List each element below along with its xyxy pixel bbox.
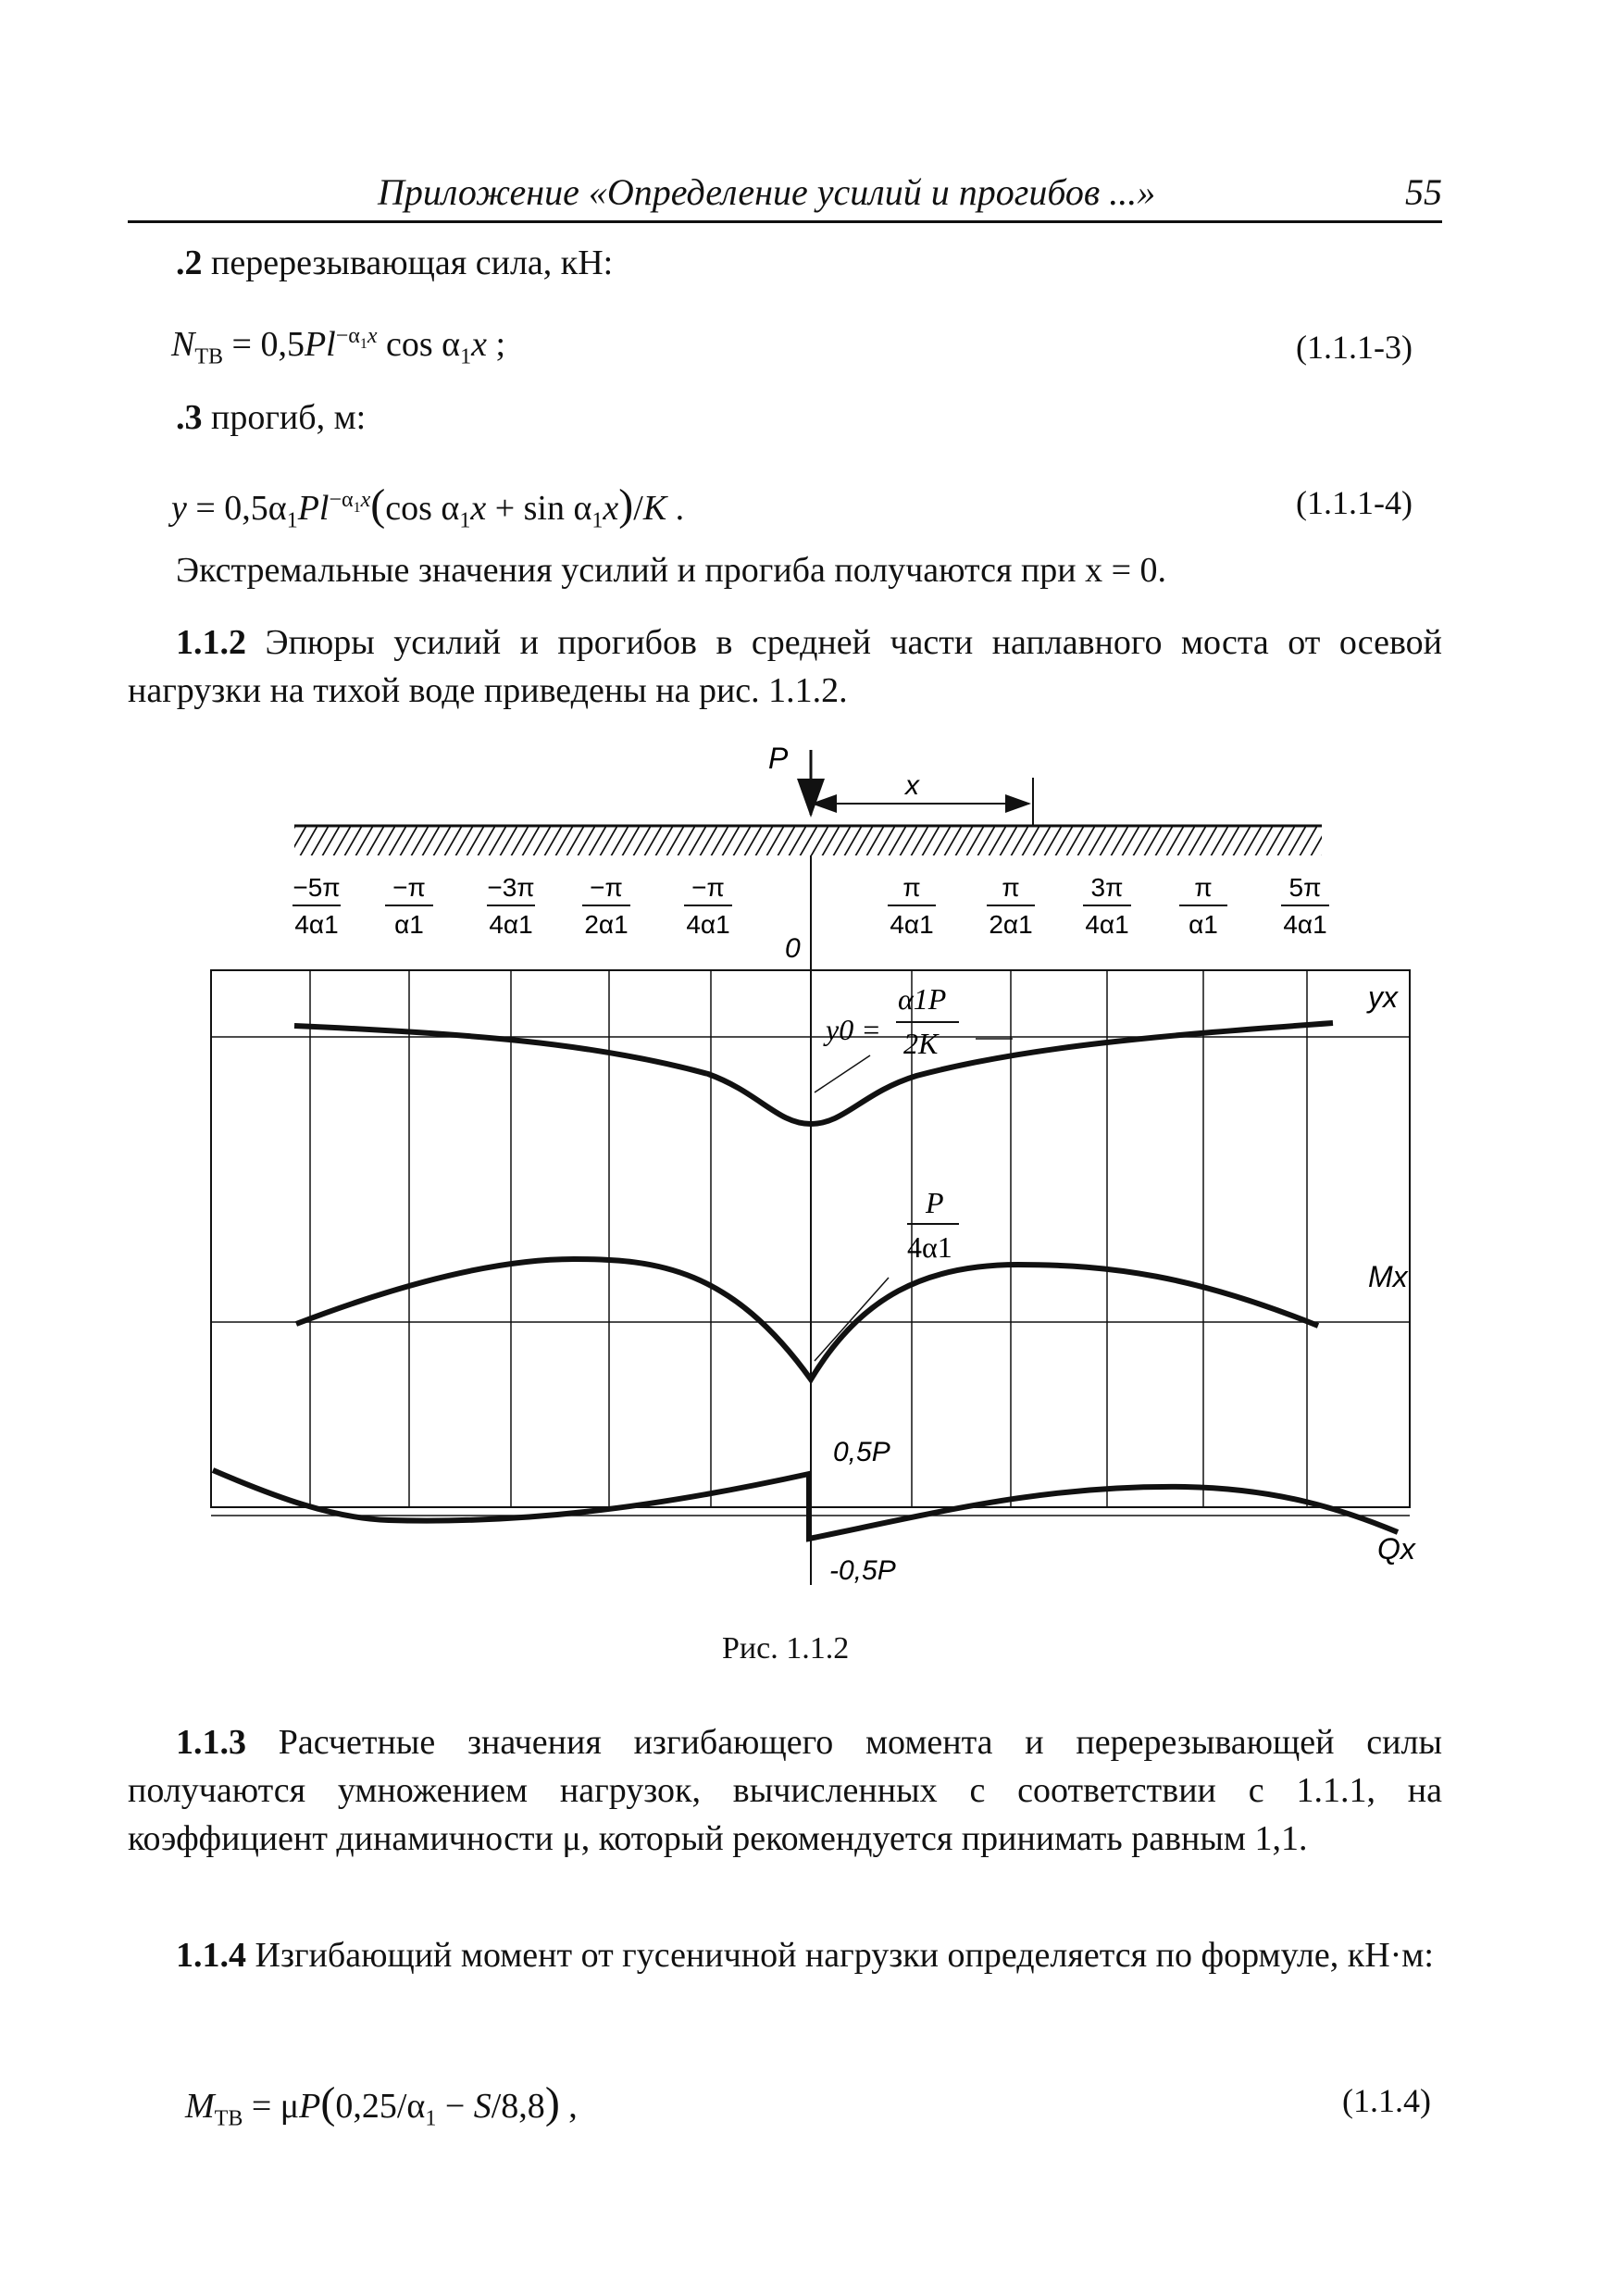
- moment-denominator: 4α1: [907, 1230, 952, 1264]
- tick-label-numerator: −π: [590, 873, 623, 902]
- moment-leader: [815, 1278, 889, 1361]
- paragraph-1-1-3-text: Расчетные значения изгибающего момента и перерезывающей силы получаются умножением нагрузок, вычисленных с соответствии с 1.1.1, на коэффициент динамичности μ, который рекомендуется принимать равным 1,1.: [128, 1723, 1442, 1858]
- deflection-curve-label: yx: [1368, 980, 1398, 1014]
- tick-label-numerator: −π: [392, 873, 426, 902]
- x-label: x: [905, 770, 919, 801]
- item-2-number: .2: [176, 243, 203, 282]
- origin-label: 0: [785, 933, 801, 964]
- paragraph-1-1-4-text: Изгибающий момент от гусеничной нагрузки определяется по формуле, кН·м:: [246, 1936, 1434, 1975]
- equation-1-1-1-3: $N_{ТВ} = 0,5Pl^{-\alpha_1x}$ $\cos \alpha_1x$ ;: [171, 324, 506, 369]
- tick-label-numerator: π: [1194, 873, 1213, 902]
- paragraph-1-1-2-number: 1.1.2: [176, 623, 246, 662]
- grid-verticals: [310, 970, 1307, 1507]
- item-3-text: прогиб, м:: [202, 398, 367, 437]
- page-number: 55: [1405, 171, 1442, 213]
- y0-leader: [815, 1055, 870, 1092]
- tick-label-numerator: 5π: [1288, 873, 1322, 902]
- item-3-number: .3: [176, 398, 203, 437]
- tick-label-denominator: 4α1: [1085, 910, 1129, 939]
- tick-label-denominator: 2α1: [584, 910, 629, 939]
- moment-numerator: P: [926, 1186, 944, 1219]
- paragraph-1-1-2-text: Эпюры усилий и прогибов в средней части наплавного моста от осевой нагрузки на тихой воде приведены на рис. 1.1.2.: [128, 623, 1442, 710]
- equation-1-1-1-4: $y = 0,5\alpha_1Pl^{-\alpha_1x}(\cos$ $\alpha_1x + \sin \alpha_1x)/K$ .: [171, 480, 685, 533]
- shear-curve: [213, 1470, 1398, 1539]
- load-label: P: [768, 742, 789, 775]
- shear-positive-label: 0,5P: [833, 1437, 890, 1467]
- deflection-curve: [294, 1023, 1333, 1124]
- hatched-support: [294, 826, 1322, 855]
- tick-label-denominator: 4α1: [294, 910, 339, 939]
- paragraph-1-1-3-number: 1.1.3: [176, 1723, 246, 1762]
- equation-1-1-4: $M_{ТВ} = \mu P(0,25/\alpha_1 - S/8,8)$ ,: [185, 2078, 578, 2131]
- tick-label-numerator: −3π: [487, 873, 535, 902]
- tick-label-numerator: 3π: [1090, 873, 1124, 902]
- tick-label-denominator: 4α1: [1283, 910, 1327, 939]
- tick-label-denominator: α1: [394, 910, 424, 939]
- paragraph-1-1-3: [128, 1718, 1442, 1863]
- shear-negative-label: -0,5P: [829, 1555, 896, 1586]
- paragraph-1-1-4-number: 1.1.4: [176, 1936, 246, 1975]
- equation-number-2: (1.1.1-4): [1296, 484, 1413, 521]
- tick-label-denominator: 2α1: [989, 910, 1033, 939]
- header-title: Приложение «Определение усилий и прогибов ...»: [378, 171, 1156, 213]
- paragraph-1-1-4: [128, 1931, 1442, 1979]
- moment-curve: [296, 1259, 1318, 1379]
- shear-curve-label: Qx: [1377, 1532, 1415, 1566]
- tick-label-numerator: −π: [691, 873, 725, 902]
- y0-numerator: α1P: [898, 982, 947, 1016]
- tick-label-numerator: π: [902, 873, 921, 902]
- tick-label-denominator: α1: [1189, 910, 1218, 939]
- y0-label: y0 =: [826, 1013, 881, 1046]
- item-2-text: перерезывающая сила, кН:: [202, 243, 614, 282]
- tick-label-numerator: −5π: [292, 873, 341, 902]
- tick-label-denominator: 4α1: [890, 910, 934, 939]
- tick-label-denominator: 4α1: [686, 910, 730, 939]
- y0-denominator: 2K: [903, 1027, 939, 1060]
- equation-number-3: (1.1.4): [1342, 2082, 1431, 2119]
- tick-label-numerator: π: [1002, 873, 1020, 902]
- extreme-values-text: Экстремальные значения усилий и прогиба получаются при x = 0.: [176, 551, 1167, 590]
- moment-curve-label: Mx: [1368, 1260, 1408, 1293]
- tick-label-denominator: 4α1: [489, 910, 533, 939]
- equation-number-1: (1.1.1-3): [1296, 329, 1413, 366]
- figure-caption: Рис. 1.1.2: [722, 1631, 850, 1666]
